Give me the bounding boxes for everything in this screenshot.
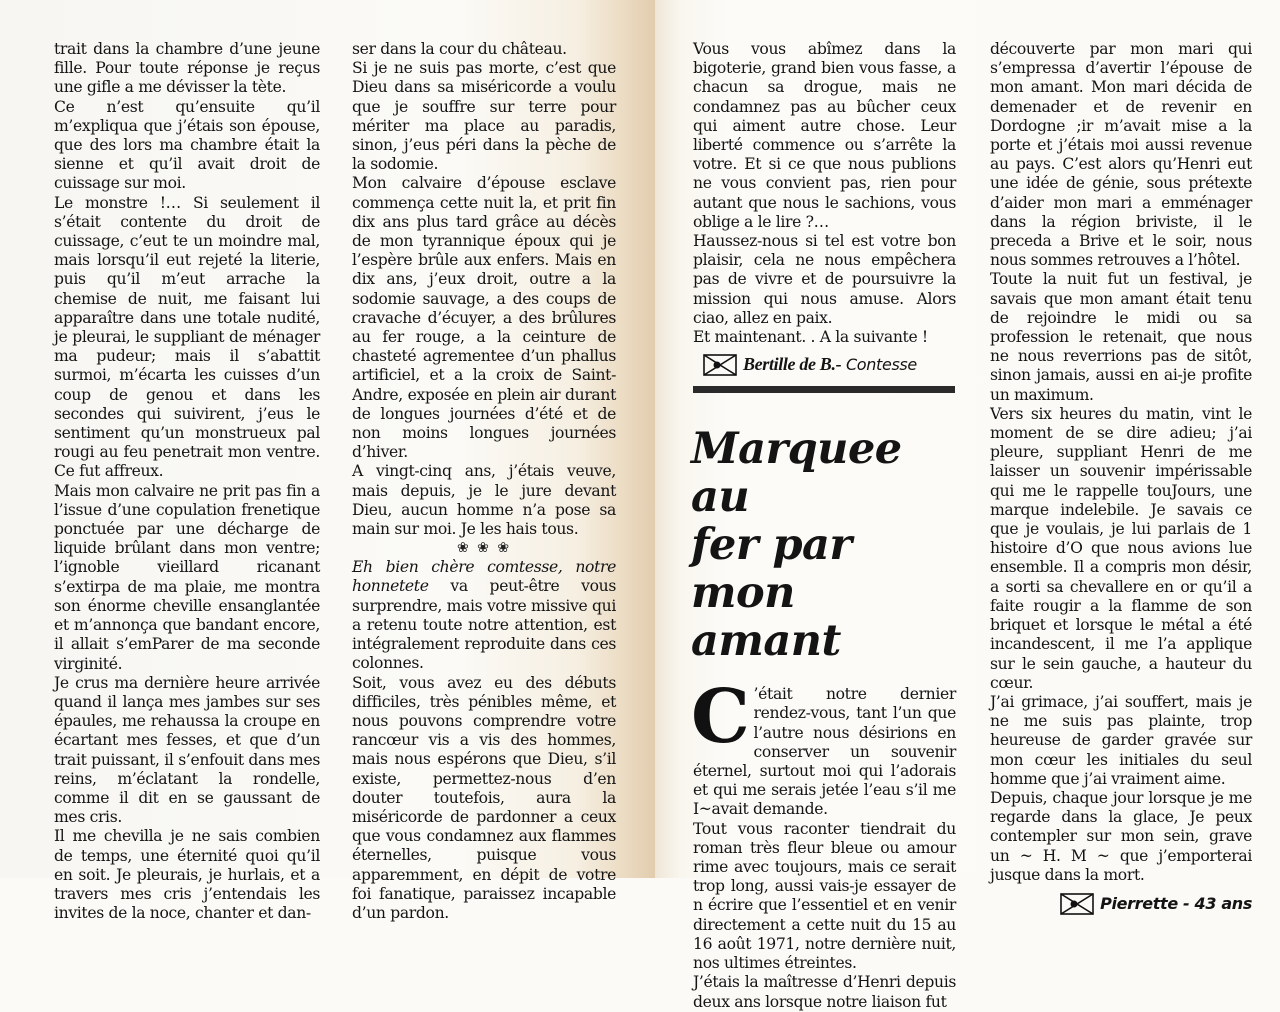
paragraph: Toute la nuit fut un festival, je savais que mon amant était tenu de rejoindre le midi ou sa profession le retenait, que nous ne nous reverrions pas de sitôt, sinon jamais, aussi en ai-je profite un maximum. — [990, 270, 1252, 404]
paragraph: Soit, vous avez eu des débuts difficiles, très pénibles même, et nous pouvons comprendre votre rancœur vis a vis des hommes, mais nous espérons que Dieu, s’il existe, permettez-nous d’en douter toutefois, aura la miséricorde de pardonner a ceux que vous condamnez aux flammes éternelles, puisque vous apparemment, en dépit de votre foi fanatique, paraissez incapable d’un pardon. — [352, 673, 616, 922]
paragraph: Tout vous raconter tiendrait du roman très fleur bleue ou amour rime avec toujours, mais ce serait trop long, aussi vais-je essayer de n écrire que l’essentiel et en venir directement a cette nuit du 15 au 16 août 1971, notre dernière nuit, nos ultimes étreintes. — [693, 819, 956, 973]
signature-bertille — [703, 353, 956, 376]
story-text: ’était notre dernier rendez-vous, tant l’un que l’autre nous désirions en conserver un souvenir éternel, surtout moi qui l’adorais et qui me serais jetée l’eau s’il me I~avait demande. — [693, 685, 956, 819]
column-3 — [693, 40, 956, 1012]
signature-pierrette — [990, 893, 1252, 915]
paragraph: Mais mon calvaire ne prit pas fin a l’issue d’une copulation frenetique ponctuée par une décharge de liquide brûlant dans mon ventre; l’ignoble vieillard ricanant s’extirpa de ma plaie, me montra son énorme cheville ensanglantée et m’annonça que bandant encore, il allait s’emParer de ma seconde virginité. — [54, 481, 320, 673]
paragraph: A vingt-cinq ans, j’étais veuve, mais depuis, je le jure devant Dieu, aucun homme n’a pose sa main sur moi. Je les hais tous. — [352, 462, 616, 539]
headline-line: fer par — [691, 520, 852, 571]
column-2 — [352, 40, 616, 923]
column-4 — [990, 40, 1252, 915]
signature-name: Bertille de B.- — [743, 354, 842, 375]
drop-cap: C — [691, 674, 750, 761]
paragraph: J’ai grimace, j’ai souffert, mais je ne me suis pas plainte, trop heureuse de garder gravée sur mon cœur les initiales du seul homme que j’ai vraiment aime. — [990, 692, 1252, 788]
paragraph: découverte par mon mari qui s’empressa d’avertir l’épouse de mon amant. Mon mari décida de demenader et de revenir en Dordogne ;ir m’avait mise a la porte et j’étais moi aussi revenue au pays. C’est alors qu’Henri eut une idée de génie, sous prétexte d’aider mon mari a emménager dans la région briviste, il le preceda a Brive et le soir, nous nous sommes retrouves a l’hôtel. — [990, 40, 1252, 270]
paragraph: Ce n’est qu’ensuite qu’il m’expliqua que j’étais son épouse, que des lors ma chambre était la sienne et qu’il avait droit de cuissage sur moi. — [54, 97, 320, 193]
section-rule — [693, 386, 955, 393]
article-headline — [691, 425, 956, 665]
paragraph: Vers six heures du matin, vint le moment de se dire adieu; j’ai pleure, suppliant Henri de me laisser un souvenir impérissable qui me le rappelle touJours, une marque indelebile. Je savais ce que je voulais, je lui parlais de 1 histoire d’O que nous avions lue ensemble. Il a compris mon désir, a sorti sa chevallere en or qu’il a faite rougir a la flamme de son briquet et lorsque le métal a été incandescent, il me l’a applique sur le sein gauche, a hauteur du cœur. — [990, 404, 1252, 692]
story-first-paragraph — [691, 674, 956, 819]
paragraph: Et maintenant. . A la suivante ! — [693, 328, 928, 347]
paragraph: Haussez-nous si tel est votre bon plaisir, cela ne nous empêchera pas de vivre et de poursuivre la mission qui nous amuse. Alors ciao, allez en paix. — [693, 232, 956, 327]
headline-line: Marquee au — [691, 424, 902, 523]
paragraph: Je crus ma dernière heure arrivée quand il lança mes jambes sur ses épaules, me rehaussa la croupe en écartant mes fesses, et que d’un trait puissant, il s’enfouit dans mes reins, m’éclatant la rondelle, comme il dit en se gaussant de mes cris. — [54, 673, 320, 827]
paragraph: Si je ne suis pas morte, c’est que Dieu dans sa miséricorde a voulu que je souffre sur terre pour mériter ma place au paradis, sinon, j’eus péri dans la pèche de la sodomie. — [352, 59, 616, 174]
signature-role: Contesse — [841, 355, 917, 375]
paragraph: trait dans la chambre d’une jeune fille. Pour toute réponse je reçus une gifle a me dévisser la tète. — [54, 40, 320, 97]
envelope-icon — [703, 354, 737, 376]
paragraph: J’étais la maîtresse d’Henri depuis deux ans lorsque notre liaison fut — [693, 973, 956, 1011]
editor-reply — [352, 558, 616, 673]
paragraph: Le monstre !… Si seulement il s’était contente du droit de cuissage, c’eut te un moindre mal, mais lorsqu’il eut rejeté la literie, puis qu’il m’eut arrache la chemise de nuit, me faisant lui apparaître dans une totale nudité, je pleurai, le suppliant de ménager ma pudeur; mais il s’abattit surmoi, m’écarta les cuisses d’un coup de genou et dans les secondes qui suivirent, j’eus le sentiment qu’un monstrueux pal rougi au feu penetrait mon ventre. Ce fut affreux. — [54, 193, 320, 481]
reply-text: va peut-être vous surprendre, mais votre missive qui a retenu toute notre attention, est intégralement reproduite dans ces colonnes. — [352, 577, 616, 673]
paragraph: Depuis, chaque jour lorsque je me regarde dans la glace, Je peux contempler sur mon sein, grave un ~ H. M ~ que j’emporterai jusque dans la mort. — [990, 788, 1252, 884]
paragraph: Vous vous abîmez dans la bigoterie, grand bien vous fasse, a chacun sa drogue, mais ne condamnez pas au bûcher ceux qui aiment autre chose. Leur liberté commence ou s’arrête la votre. Et si ce que nous publions ne vous convient pas, rien pour autant que nous le sachions, vous oblige a le lire ?… — [693, 40, 956, 231]
paragraph: Mon calvaire d’épouse esclave commença cette nuit la, et prit fin dix ans plus tard grâce au décès de mon tyrannique époux qui je l’espère brûle aux enfers. Mais en dix ans, j’eux droit, outre a la sodomie sauvage, a des coups de cravache d’écuyer, a des brûlures au fer rouge, a la ceinture de chasteté agrementee d’un phallus artificiel, et a la croix de Saint-Andre, exposée en plein air durant de longues journées d’été et de non moins longues journées d’hiver. — [352, 174, 616, 462]
signature-name: Pierrette - 43 ans — [1100, 893, 1252, 913]
section-separator: ❀ ❀ ❀ — [456, 540, 512, 557]
reply-italic: Eh bien chère comtesse, notre honnetete — [352, 558, 616, 596]
paragraph: ser dans la cour du château. — [352, 40, 567, 58]
envelope-icon — [1060, 893, 1094, 915]
paragraph: Il me chevilla je ne sais combien de temps, une éternité quoi qu’il en soit. Je pleurais, je hurlais, et a travers mes cris j’entendais les invites de la noce, chanter et dan- — [54, 827, 320, 923]
headline-line: mon amant — [691, 568, 841, 667]
column-1 — [54, 40, 320, 923]
